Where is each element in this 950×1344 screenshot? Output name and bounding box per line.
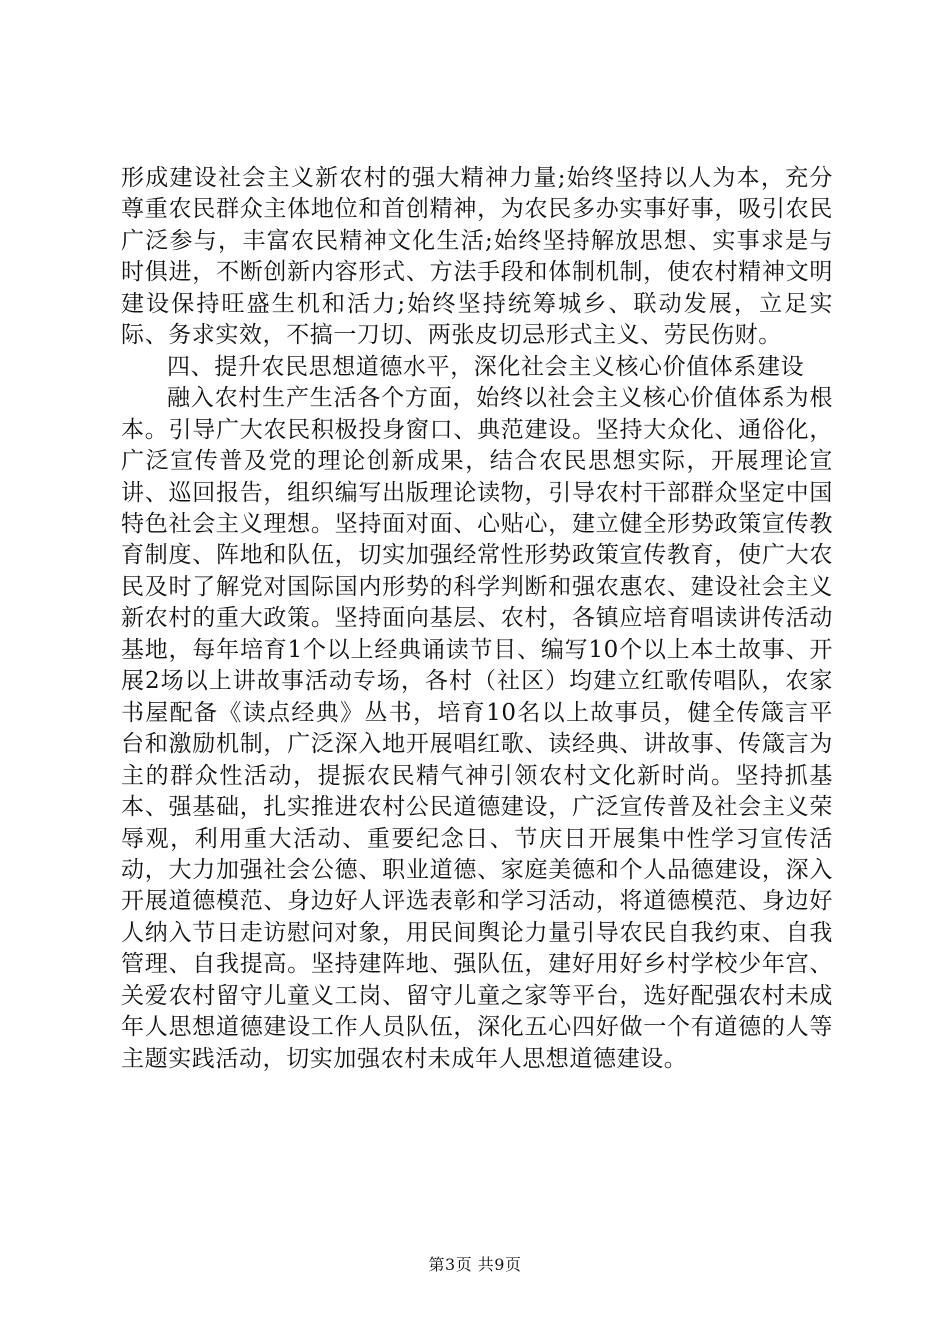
paragraph-section-4: 融入农村生产生活各个方面，始终以社会主义核心价值体系为根本。引导广大农民积极投身窗口、典范建设。坚持大众化、通俗化，广泛宣传普及党的理论创新成果，结合农民思想实际，开展理论宣讲、巡回报告，组织编写出版理论读物，引导农村干部群众坚定中国特色社会主义理想。坚持面对面、心贴心，建立健全形势政策宣传教育制度、阵地和队伍，切实加强经常性形势政策宣传教育，使广大农民及时了解党对国际国内形势的科学判断和强农惠农、建设社会主义新农村的重大政策。坚持面向基层、农村，各镇应培育唱读讲传活动基地，每年培育1个以上经典诵读节目、编写10个以上本土故事、开展2场以上讲故事活动专场，各村（社区）均建立红歌传唱队，农家书屋配备《读点经典》丛书，培育10名以上故事员，健全传箴言平台和激励机制，广泛深入地开展唱红歌、读经典、讲故事、传箴言为主的群众性活动，提振农民精气神引领农村文化新时尚。坚持抓基本、强基础，扎实推进农村公民道德建设，广泛宣传普及社会主义荣辱观，利用重大活动、重要纪念日、节庆日开展集中性学习宣传活动，大力加强社会公德、职业道德、家庭美德和个人品德建设，深入开展道德模范、身边好人评选表彰和学习活动，将道德模范、身边好人纳入节日走访慰问对象，用民间舆论力量引导农民自我约束、自我管理、自我提高。坚持建阵地、强队伍，建好用好乡村学校少年宫、关爱农村留守儿童义工岗、留守儿童之家等平台，选好配强农村未成年人思想道德建设工作人员队伍，深化五心四好做一个有道德的人等主题实践活动，切实加强农村未成年人思想道德建设。 — [121, 385, 833, 1072]
page-number-footer: 第3页 共9页 — [428, 1255, 522, 1274]
section-heading-4: 四、提升农民思想道德水平，深化社会主义核心价值体系建设 — [167, 353, 805, 380]
document-body — [121, 163, 833, 1075]
paragraph-continuation: 形成建设社会主义新农村的强大精神力量;始终坚持以人为本，充分尊重农民群众主体地位和首创精神，为农民多办实事好事，吸引农民广泛参与，丰富农民精神文化生活;始终坚持解放思想、实事求是与时俱进，不断创新内容形式、方法手段和体制机制，使农村精神文明建设保持旺盛生机和活力;始终坚持统筹城乡、联动发展，立足实际、务求实效，不搞一刀切、两张皮切忌形式主义、劳民伤财。 — [121, 165, 833, 349]
